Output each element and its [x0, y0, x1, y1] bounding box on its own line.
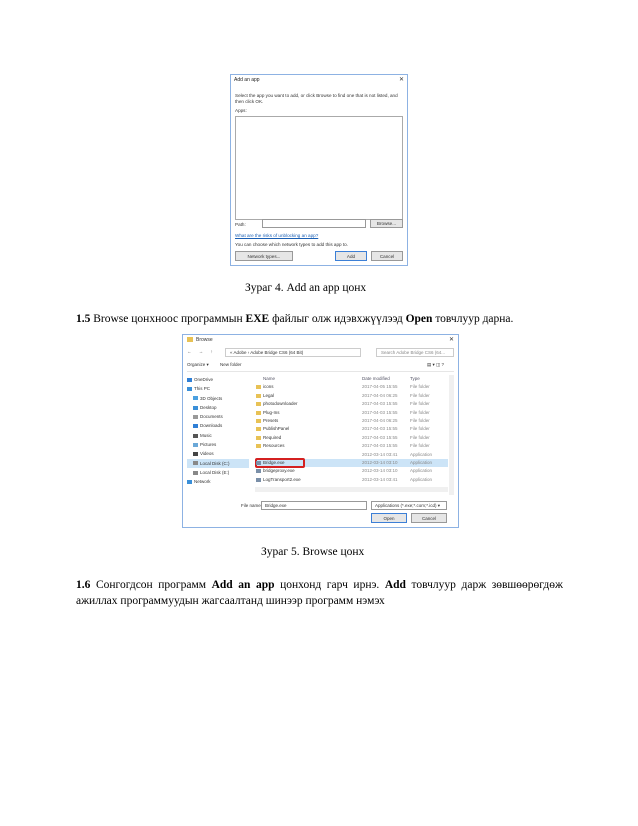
network-types-button[interactable]: Network types... — [235, 251, 293, 261]
para-bold: Open — [405, 313, 433, 325]
sidebar-item-videos[interactable] — [187, 449, 249, 458]
sidebar-item-downloads[interactable] — [187, 421, 249, 430]
folder-icon — [256, 385, 261, 389]
file-name: photodownloader — [263, 401, 298, 407]
file-date: 2012-03-14 03:41 — [362, 476, 398, 482]
figure-4-caption: Зураг 4. Add an app цонх — [245, 282, 367, 294]
file-name: Legal — [263, 392, 275, 398]
open-button[interactable]: Open — [371, 513, 407, 523]
apps-list[interactable] — [235, 116, 403, 220]
file-date: 2017-04-03 15:55 — [362, 409, 398, 415]
application-icon — [256, 461, 261, 465]
sidebar-item-label: This PC — [194, 386, 211, 392]
file-name: PublishPanel — [263, 426, 290, 432]
document-icon — [193, 415, 198, 419]
nav-arrows[interactable]: ← → ↑ — [187, 349, 216, 354]
drive-icon — [193, 461, 198, 465]
file-type: Application — [410, 459, 433, 465]
search-input[interactable]: Search Adobe Bridge CS6 (64... — [376, 348, 454, 357]
cloud-icon — [187, 378, 192, 382]
column-type[interactable]: Type — [410, 376, 420, 381]
file-name: bridgeproxy.exe — [263, 468, 295, 474]
risks-link[interactable]: What are the risks of unblocking an app? — [235, 233, 319, 238]
file-type: Application — [410, 451, 433, 457]
file-row[interactable] — [255, 467, 448, 475]
file-date: 2012-03-14 03:10 — [362, 459, 398, 465]
file-type: Application — [410, 476, 433, 482]
path-input[interactable] — [262, 219, 366, 228]
file-name-input[interactable]: Bridge.exe — [261, 501, 367, 510]
dialog-title-bar — [183, 335, 458, 345]
add-an-app-dialog — [230, 74, 408, 266]
sidebar-item-3d-objects[interactable] — [187, 394, 249, 403]
file-date: 2017-04-04 06:25 — [362, 417, 398, 423]
file-type: File folder — [410, 426, 430, 432]
sidebar-item-desktop[interactable] — [187, 403, 249, 412]
paragraph-1-6 — [76, 577, 563, 609]
file-date: 2017-04-03 15:55 — [362, 434, 398, 440]
file-row[interactable] — [255, 383, 448, 391]
sidebar-item-label: Documents — [200, 414, 223, 420]
cube-icon — [193, 396, 198, 400]
file-list — [255, 375, 448, 495]
sidebar-item-label: 3D Objects — [200, 395, 223, 401]
breadcrumb[interactable]: « Adobe › Adobe Bridge CS6 (64 Bit) — [225, 348, 361, 357]
folder-icon — [256, 436, 261, 440]
file-name: Plug-Ins — [263, 409, 280, 415]
vertical-scrollbar[interactable] — [449, 375, 454, 495]
file-date: 2017-04-03 15:55 — [362, 426, 398, 432]
paragraph-1-5 — [76, 311, 576, 327]
cancel-button[interactable]: Cancel — [371, 251, 403, 261]
drive-icon — [193, 471, 198, 475]
file-type: Application — [410, 468, 433, 474]
file-name: icons — [263, 384, 274, 390]
file-row[interactable] — [255, 417, 448, 425]
file-row[interactable] — [255, 425, 448, 433]
file-name-label: File name: — [241, 503, 263, 508]
sidebar-item-label: Videos — [200, 451, 214, 457]
application-icon — [256, 478, 261, 482]
sidebar-item-label: Local Disk (E:) — [200, 469, 230, 475]
sidebar-item-label: Desktop — [200, 404, 217, 410]
application-icon — [256, 469, 261, 473]
view-options[interactable]: ▤ ▾ ◫ ? — [426, 362, 444, 367]
file-row-selected[interactable] — [255, 459, 448, 467]
file-row[interactable] — [255, 434, 448, 442]
file-row[interactable] — [255, 409, 448, 417]
path-label: Path: — [235, 222, 246, 227]
folder-icon — [256, 394, 261, 398]
file-type: File folder — [410, 384, 430, 390]
para-text: Сонгогдсон программ — [90, 579, 212, 591]
file-row[interactable] — [255, 392, 448, 400]
network-icon — [187, 480, 192, 484]
para-text: цонхонд гарч ирнэ. — [274, 579, 385, 591]
sidebar-item-this-pc[interactable] — [187, 384, 249, 393]
close-icon[interactable]: ✕ — [448, 337, 454, 343]
folder-icon — [256, 419, 261, 423]
browse-button[interactable]: Browse... — [370, 219, 403, 228]
video-icon — [193, 452, 198, 456]
file-date: 2012-03-14 03:10 — [362, 468, 398, 474]
folder-icon — [256, 402, 261, 406]
para-text: товчлуур дарна. — [432, 313, 514, 325]
computer-icon — [187, 387, 192, 391]
new-folder-button[interactable]: New folder — [220, 362, 242, 367]
sidebar-item-pictures[interactable] — [187, 440, 249, 449]
sidebar-item-local-disk-e[interactable] — [187, 468, 249, 477]
folder-icon — [256, 444, 261, 448]
column-date-modified[interactable]: Date modified — [362, 376, 390, 381]
sidebar-item-onedrive[interactable] — [187, 375, 249, 384]
file-type: File folder — [410, 417, 430, 423]
desktop-icon — [193, 406, 198, 410]
music-icon — [193, 434, 198, 438]
navigation-pane — [187, 375, 249, 495]
file-list-header — [255, 375, 448, 383]
sidebar-item-label: Local Disk (C:) — [200, 460, 230, 466]
close-icon[interactable]: ✕ — [398, 77, 404, 83]
file-type: File folder — [410, 443, 430, 449]
address-bar — [187, 348, 454, 358]
organize-button[interactable]: Organize ▾ — [187, 362, 209, 367]
sidebar-item-label: Pictures — [200, 442, 217, 448]
network-types-text: You can choose which network types to add this app to. — [235, 242, 348, 247]
toolbar — [187, 362, 454, 372]
sidebar-item-music[interactable] — [187, 431, 249, 440]
para-text: файлыг олж идэвхжүүлээд — [269, 313, 406, 325]
file-type: File folder — [410, 409, 430, 415]
folder-icon — [256, 411, 261, 415]
picture-icon — [193, 443, 198, 447]
file-name: LogTransport2.exe — [263, 476, 301, 482]
file-type-select[interactable]: Applications (*.exe;*.com;*.icd) ▾ — [371, 501, 447, 510]
folder-icon — [256, 427, 261, 431]
dialog-title-bar — [231, 75, 407, 85]
sidebar-item-label: OneDrive — [194, 377, 214, 382]
sidebar-item-documents[interactable] — [187, 412, 249, 421]
apps-label: Apps: — [235, 108, 247, 113]
file-name: Bridge.exe — [263, 459, 285, 465]
sidebar-item-label: Downloads — [200, 423, 223, 429]
sidebar-item-label: Network — [194, 479, 211, 485]
dialog-title: Browse — [196, 337, 213, 343]
para-bold: EXE — [245, 313, 270, 325]
horizontal-scrollbar[interactable] — [255, 487, 448, 492]
folder-icon — [187, 337, 193, 342]
dialog-title: Add an app — [234, 77, 260, 83]
file-type: File folder — [410, 401, 430, 407]
para-bold: Add an app — [211, 579, 275, 591]
file-type: File folder — [410, 434, 430, 440]
file-name: Required — [263, 434, 282, 440]
file-type: File folder — [410, 392, 430, 398]
column-name[interactable]: Name — [263, 376, 276, 381]
download-icon — [193, 424, 198, 428]
browse-dialog — [182, 334, 459, 528]
para-bold: Add — [384, 579, 406, 591]
file-date: 2017-04-04 06:25 — [362, 392, 398, 398]
para-text: товчлуур дарж зөвшөөрөгдөж ажиллах программуудын жагсаалтанд шинээр программ нэмэх — [76, 579, 563, 607]
para-text: Browse цонхноос программын — [90, 313, 246, 325]
cancel-button[interactable]: Cancel — [411, 513, 447, 523]
file-row[interactable] — [255, 442, 448, 450]
sidebar-item-local-disk-c[interactable] — [187, 459, 249, 468]
file-name: Presets — [263, 417, 279, 423]
dialog-description: Select the app you want to add, or click Browse to find one that is not listed, and then click OK. — [235, 93, 398, 104]
sidebar-item-network[interactable] — [187, 477, 249, 486]
file-name: Resources — [263, 443, 285, 449]
file-date: 2017-04-05 15:55 — [362, 384, 398, 390]
step-number: 1.6 — [76, 579, 91, 591]
figure-5-caption: Зураг 5. Browse цонх — [261, 546, 365, 558]
file-row[interactable] — [255, 400, 448, 408]
sidebar-item-label: Music — [200, 432, 212, 438]
file-date: 2017-04-03 15:55 — [362, 443, 398, 449]
file-date: 2017-04-03 15:55 — [362, 401, 398, 407]
file-row[interactable] — [255, 476, 448, 484]
file-date: 2012-03-14 03:41 — [362, 451, 398, 457]
step-number: 1.5 — [76, 313, 91, 325]
add-button[interactable]: Add — [335, 251, 367, 261]
